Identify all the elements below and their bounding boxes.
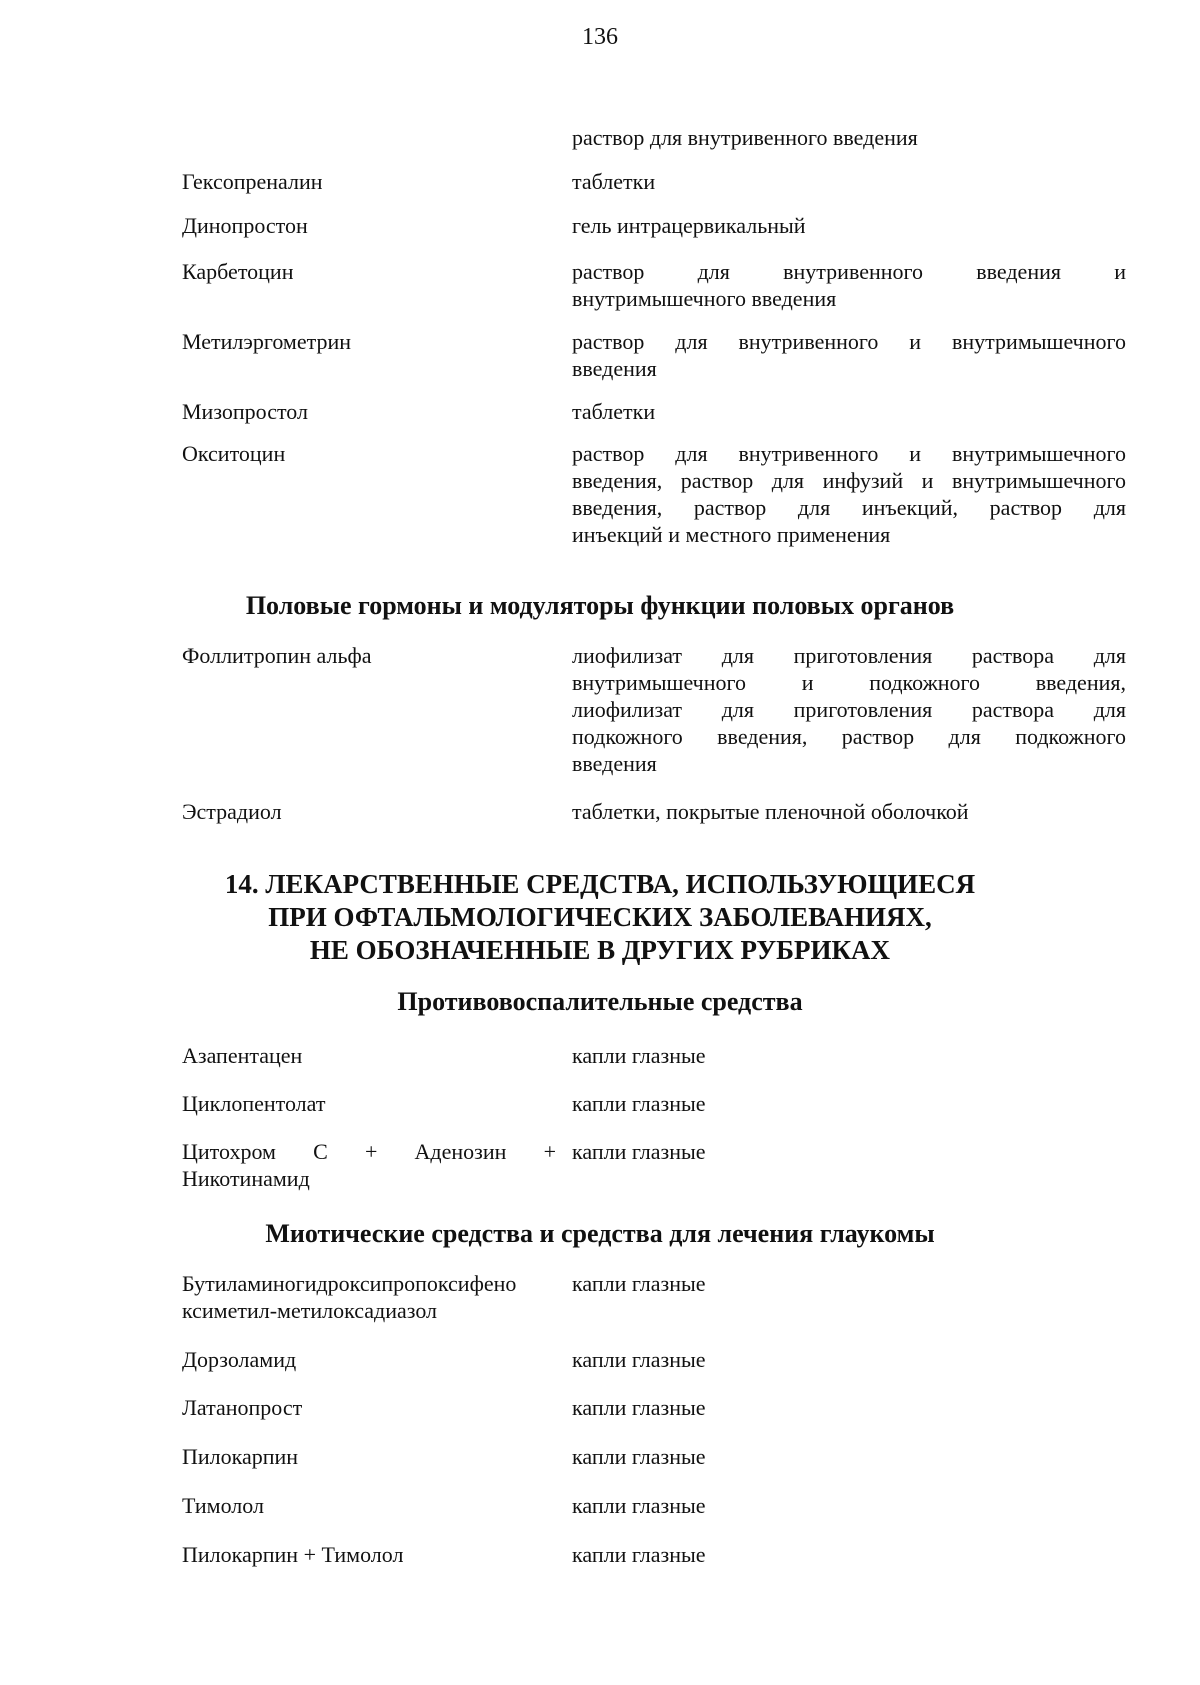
dosage-form: капли глазные	[572, 1444, 706, 1469]
dosage-form-line: раствор для внутривенного введения и	[572, 259, 1126, 284]
dosage-form: капли глазные	[572, 1043, 706, 1068]
drug-name: Мизопростол	[182, 399, 308, 424]
section-heading: Противовоспалительные средства	[397, 987, 803, 1016]
dosage-form: капли глазные	[572, 1493, 706, 1518]
page-number: 136	[582, 24, 618, 50]
drug-name: Динопростон	[182, 213, 308, 238]
dosage-form: капли глазные	[572, 1542, 706, 1567]
chapter-title	[0, 868, 1200, 967]
dosage-form-line: лиофилизат для приготовления раствора для	[572, 643, 1126, 668]
drug-name: Циклопентолат	[182, 1091, 326, 1116]
chapter-title-line: НЕ ОБОЗНАЧЕННЫЕ В ДРУГИХ РУБРИКАХ	[309, 935, 891, 965]
dosage-form	[572, 258, 1126, 312]
dosage-form: капли глазные	[572, 1395, 706, 1420]
drug-name: Гексопреналин	[182, 169, 323, 194]
dosage-form-line: инъекций и местного применения	[572, 522, 891, 547]
drug-name: Пилокарпин	[182, 1444, 299, 1469]
dosage-form-line: введения, раствор для инъекций, раствор для	[572, 495, 1126, 520]
dosage-form	[572, 328, 1126, 382]
drug-name: Окситоцин	[182, 441, 286, 466]
dosage-form	[572, 642, 1126, 777]
dosage-form-line: внутримышечного введения	[572, 286, 837, 311]
dosage-form: раствор для внутривенного введения	[572, 125, 918, 150]
dosage-form-line: введения	[572, 356, 657, 381]
dosage-form: таблетки	[572, 399, 656, 424]
dosage-form-line: раствор для внутривенного и внутримышечного	[572, 441, 1126, 466]
section-heading: Миотические средства и средства для лечения глаукомы	[265, 1219, 935, 1248]
drug-name: Карбетоцин	[182, 259, 294, 284]
dosage-form: капли глазные	[572, 1091, 706, 1116]
drug-name: Дорзоламид	[182, 1347, 297, 1372]
dosage-form-line: введения, раствор для инфузий и внутримышечного	[572, 468, 1126, 493]
dosage-form: капли глазные	[572, 1347, 706, 1372]
dosage-form: таблетки, покрытые пленочной оболочкой	[572, 799, 969, 824]
chapter-title-line: ПРИ ОФТАЛЬМОЛОГИЧЕСКИХ ЗАБОЛЕВАНИЯХ,	[268, 902, 932, 932]
chapter-title-line: 14. ЛЕКАРСТВЕННЫЕ СРЕДСТВА, ИСПОЛЬЗУЮЩИЕСЯ	[224, 869, 976, 899]
dosage-form-line: раствор для внутривенного и внутримышечного	[572, 329, 1126, 354]
dosage-form: капли глазные	[572, 1139, 706, 1164]
drug-name	[182, 1270, 556, 1324]
dosage-form: таблетки	[572, 169, 656, 194]
dosage-form	[572, 440, 1126, 548]
dosage-form-line: внутримышечного и подкожного введения,	[572, 670, 1126, 695]
drug-name: Эстрадиол	[182, 799, 282, 824]
drug-name: Латанопрост	[182, 1395, 303, 1420]
dosage-form: капли глазные	[572, 1271, 706, 1296]
section-heading: Половые гормоны и модуляторы функции половых органов	[245, 591, 955, 620]
drug-name-line: ксиметил-метилоксадиазол	[182, 1298, 438, 1323]
drug-name: Фоллитропин альфа	[182, 643, 372, 668]
drug-name-line: Бутиламиногидроксипропоксифено	[182, 1271, 517, 1296]
dosage-form: гель интрацервикальный	[572, 213, 806, 238]
drug-name: Азапентацен	[182, 1043, 303, 1068]
dosage-form-line: подкожного введения, раствор для подкожного	[572, 724, 1126, 749]
drug-name-line: Цитохром С + Аденозин +	[182, 1139, 556, 1164]
dosage-form-line: введения	[572, 751, 657, 776]
dosage-form-line: лиофилизат для приготовления раствора для	[572, 697, 1126, 722]
drug-name: Метилэргометрин	[182, 329, 352, 354]
drug-name: Тимолол	[182, 1493, 264, 1518]
drug-name-line: Никотинамид	[182, 1166, 310, 1191]
drug-name	[182, 1138, 556, 1192]
drug-name: Пилокарпин + Тимолол	[182, 1542, 404, 1567]
